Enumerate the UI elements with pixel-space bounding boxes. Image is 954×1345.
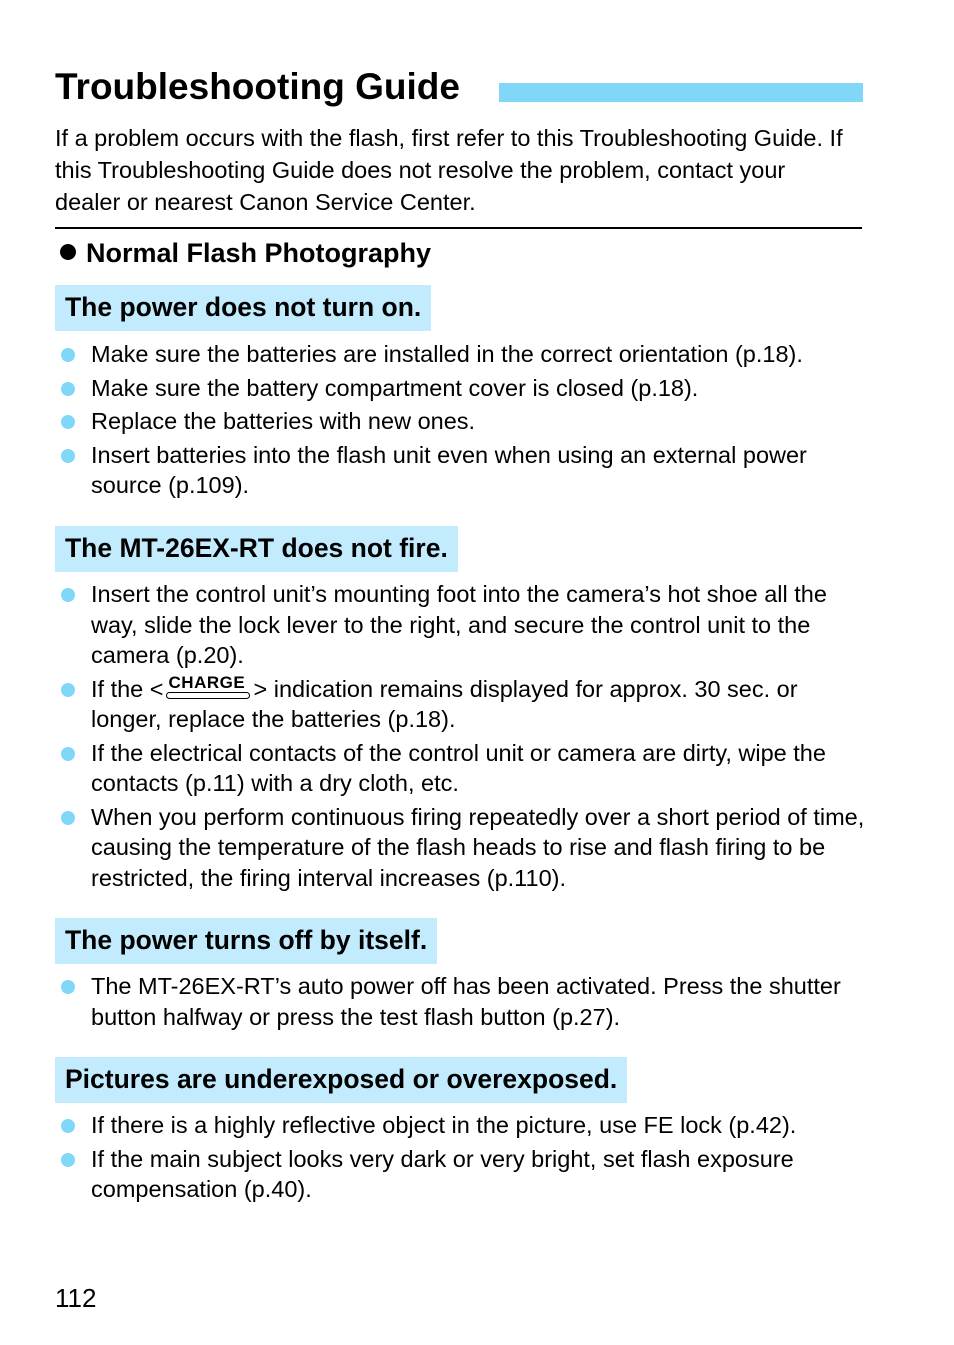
list-item-text: If the main subject looks very dark or very bright, set flash exposure compensation (p.40). xyxy=(91,1145,794,1202)
bullet-icon xyxy=(61,747,75,761)
problem-items xyxy=(55,579,870,896)
problem-items xyxy=(55,339,870,504)
list-item-text: Insert the control unit’s mounting foot into the camera’s hot shoe all the way, slide the lock lever to the right, and secure the control unit to the camera (p.20). xyxy=(91,581,827,668)
list-item-text-after: > indication remains displayed for approx. 30 sec. or longer, replace the batteries (p.18). xyxy=(91,675,798,732)
section-heading xyxy=(60,235,431,271)
list-item xyxy=(55,1144,870,1205)
bullet-icon xyxy=(61,1119,75,1133)
page-title: Troubleshooting Guide xyxy=(55,66,460,107)
problem-items xyxy=(55,1110,870,1208)
problem-items xyxy=(55,971,870,1035)
problem-heading: Pictures are underexposed or overexposed. xyxy=(55,1057,627,1103)
list-item xyxy=(55,373,870,404)
list-item xyxy=(55,738,870,799)
title-accent-bar xyxy=(499,83,863,102)
bullet-icon xyxy=(61,980,75,994)
list-item-text: The MT-26EX-RT’s auto power off has been activated. Press the shutter button halfway or press the test flash button (p.27). xyxy=(91,973,841,1030)
bullet-icon xyxy=(61,449,75,463)
bullet-icon xyxy=(61,382,75,396)
list-item-text: When you perform continuous firing repeatedly over a short period of time, causing the temperature of the flash heads to rise and flash firing to be restricted, the firing interval increases (p.110). xyxy=(91,803,865,891)
bullet-icon xyxy=(61,588,75,602)
list-item-text: If there is a highly reflective object in the picture, use FE lock (p.42). xyxy=(91,1112,797,1138)
list-item xyxy=(55,802,870,894)
list-item-text: Make sure the batteries are installed in the correct orientation (p.18). xyxy=(91,341,803,367)
list-item xyxy=(55,1110,870,1141)
bullet-icon xyxy=(61,348,75,362)
list-item xyxy=(55,674,870,735)
list-item xyxy=(55,971,870,1032)
charge-bar xyxy=(166,692,250,699)
page-number: 112 xyxy=(55,1283,97,1313)
list-item xyxy=(55,339,870,370)
bullet-icon xyxy=(61,811,75,825)
bullet-icon xyxy=(61,415,75,429)
charge-icon xyxy=(166,672,252,701)
list-item xyxy=(55,406,870,437)
problem-heading: The MT-26EX-RT does not fire. xyxy=(55,526,458,572)
bullet-dot-icon xyxy=(60,244,76,260)
list-item-text: Insert batteries into the flash unit even when using an external power source (p.109). xyxy=(91,441,807,498)
problem-heading: The power does not turn on. xyxy=(55,285,431,331)
bullet-icon xyxy=(61,683,75,697)
list-item-text: Make sure the battery compartment cover is closed (p.18). xyxy=(91,374,699,401)
list-item-text-before: If the < xyxy=(91,675,164,702)
problem-heading: The power turns off by itself. xyxy=(55,918,437,964)
list-item xyxy=(55,440,870,501)
section-heading-label: Normal Flash Photography xyxy=(86,238,432,268)
list-item xyxy=(55,579,870,671)
title-row xyxy=(55,64,863,112)
list-item-text: Replace the batteries with new ones. xyxy=(91,408,476,434)
divider xyxy=(55,227,862,229)
charge-icon-label: CHARGE xyxy=(168,672,246,692)
bullet-icon xyxy=(61,1153,75,1167)
list-item-text: If the electrical contacts of the control unit or camera are dirty, wipe the contacts (p.11) with a dry cloth, etc. xyxy=(91,739,826,796)
intro-paragraph: If a problem occurs with the flash, first refer to this Troubleshooting Guide. If this Troubleshooting Guide does not resolve the problem, contact your dealer or nearest Canon Service Center. xyxy=(55,125,843,215)
